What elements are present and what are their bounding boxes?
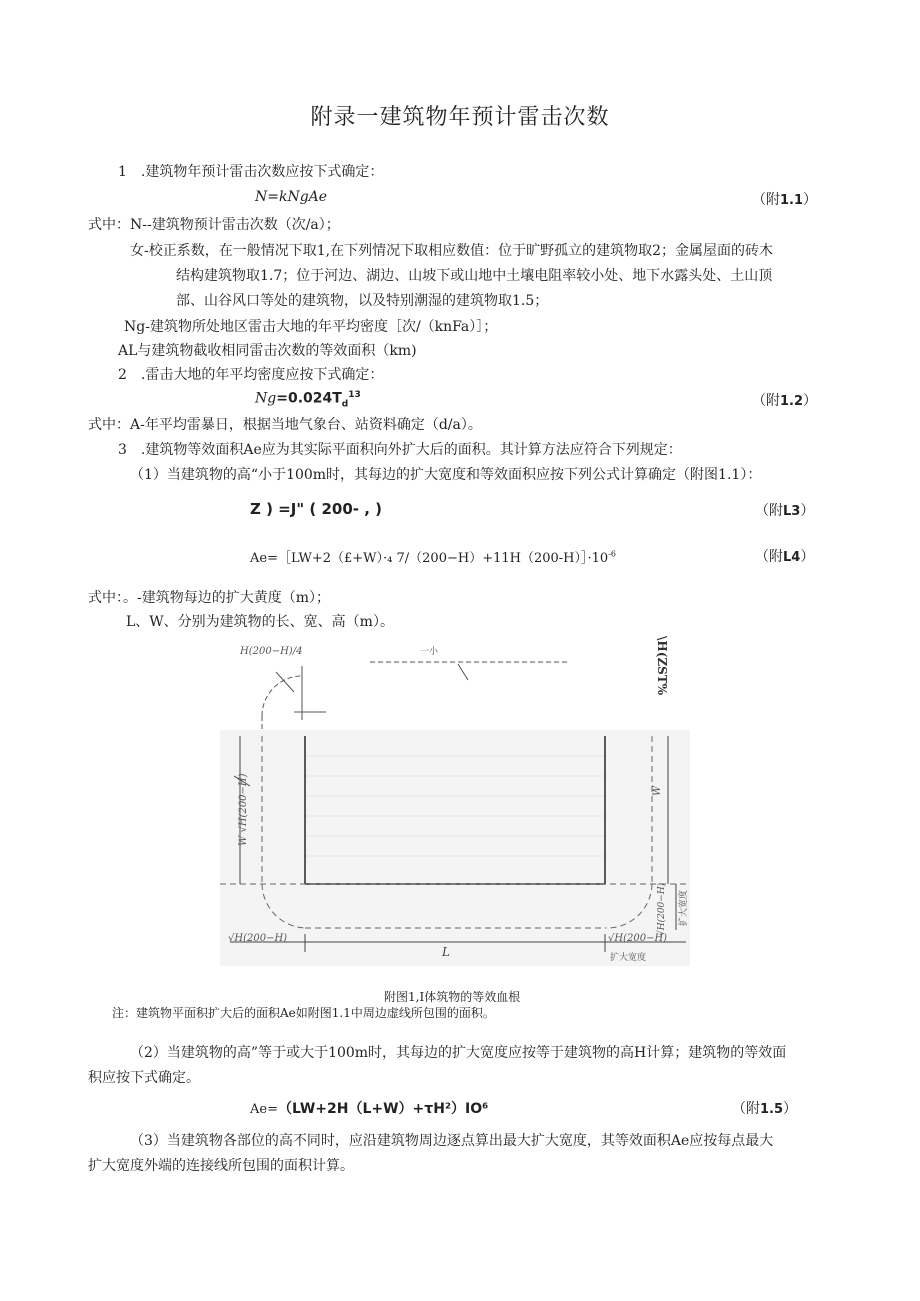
def-k-line2: 结构建筑物取1.7；位于河边、湖边、山坡下或山地中土壤电阻率较小处、地下水露头处、土山顶 (176, 268, 773, 284)
label-right-bottom: √H(200−H) (657, 882, 667, 936)
para-3-1: （1）当建筑物的高“小于100m时，其每边的扩大宽度和等效面积应按下列公式计算确定（附图1.1）： (130, 467, 762, 483)
label-bottom-expand: 扩大宽度 (610, 953, 647, 963)
para-3-2-line1: （2）当建筑物的高”等于或大于100m时，其每边的扩大宽度应按等于建筑物的高H计算；建筑物的等效面 (130, 1045, 787, 1061)
eq-1-formula: N=kNgAe (255, 189, 328, 205)
def-N: 式中：N--建筑物预计雷击次数（次/a）； (88, 217, 340, 233)
def-LWH: L、W、分别为建筑物的长、宽、高（m）。 (126, 614, 394, 630)
label-top-left: H(200−H)/4 (240, 646, 303, 657)
corner-diag (276, 672, 294, 692)
top-mid-tick (458, 664, 468, 680)
def-D: 式中：。-建筑物每边的扩大黄度（m）； (88, 590, 331, 606)
para-3-3-line2: 扩大宽度外端的连接线所包围的面积计算。 (88, 1158, 354, 1174)
plan-background (220, 730, 690, 966)
label-bottom-L: L (442, 945, 450, 959)
eq-4-formula: Ae=［LW+2（£+W）·₄ $7/(200-H)+11H(200-H)]\cdot 10^{-6}$ (250, 549, 616, 566)
label-right-expand: 扩大宽度 (679, 889, 689, 926)
page-title: 附录一建筑物年预计雷击次数 (310, 105, 610, 130)
eq-5-formula: Ae=（LW+2H（L+W）+τH²）IO⁶ (250, 1101, 489, 1117)
para-1: 1 .建筑物年预计雷击次数应按下式确定： (118, 164, 384, 180)
para-2: 2 .雷击大地的年平均密度应按下式确定： (118, 367, 384, 383)
para-3-3-line1: （3）当建筑物各部位的高不同时，应沿建筑物周边逐点算出最大扩大宽度，其等效面积Ae应按每点最大 (130, 1133, 774, 1149)
label-W-right: W (652, 785, 663, 796)
def-Ng: Ng-建筑物所处地区雷击大地的年平均密度［次/（knFa）］； (124, 319, 498, 335)
corner-arc (262, 676, 302, 716)
def-Td: 式中：A-年平均雷暴日，根据当地气象台、站资料确定（d/a）。 (88, 417, 482, 433)
eq-3-number: （附L3） (755, 503, 815, 519)
label-bottom-right: √H(200−H) (608, 933, 668, 944)
eq-1-number: （附1.1） (752, 192, 818, 208)
equivalent-area-figure (220, 636, 700, 976)
eq-2-formula: $Ng=0.024T_d^{13}$ (255, 390, 361, 410)
figure-note: 注：建筑物平面积扩大后的面积Ae如附图1.1中周边虚线所包围的面积。 (112, 1006, 495, 1020)
label-bottom-left: √H(200−H) (228, 933, 288, 944)
def-k-line1: 女-校正系数，在一般情况下取1,在下列情况下取相应数值：位于旷野孤立的建筑物取2；金属屋面的砖木 (130, 243, 773, 259)
para-3-2-line2: 积应按下式确定。 (88, 1070, 200, 1086)
label-top-mid: 一小 (420, 647, 439, 657)
label-left-side: W √H(200−H) (238, 773, 249, 846)
label-right-top: \H(ZST% (655, 636, 669, 696)
eq-3-formula: Z ) =J" ( 200- , ) (250, 500, 382, 518)
def-AL: AL与建筑物截收相同雷击次数的等效面积（km) (118, 343, 417, 359)
eq-4-number: （附L4） (755, 549, 815, 565)
def-k-line3: 部、山谷风口等处的建筑物，以及特别潮湿的建筑物取1.5； (176, 293, 549, 309)
para-3: 3 .建筑物等效面积Ae应为其实际平面积向外扩大后的面积。其计算方法应符合下列规定： (118, 442, 682, 458)
eq-2-number: （附1.2） (752, 393, 818, 409)
figure-caption: 附图1,I体筑物的等效血根 (384, 990, 521, 1004)
eq-5-number: （附1.5） (732, 1101, 798, 1117)
